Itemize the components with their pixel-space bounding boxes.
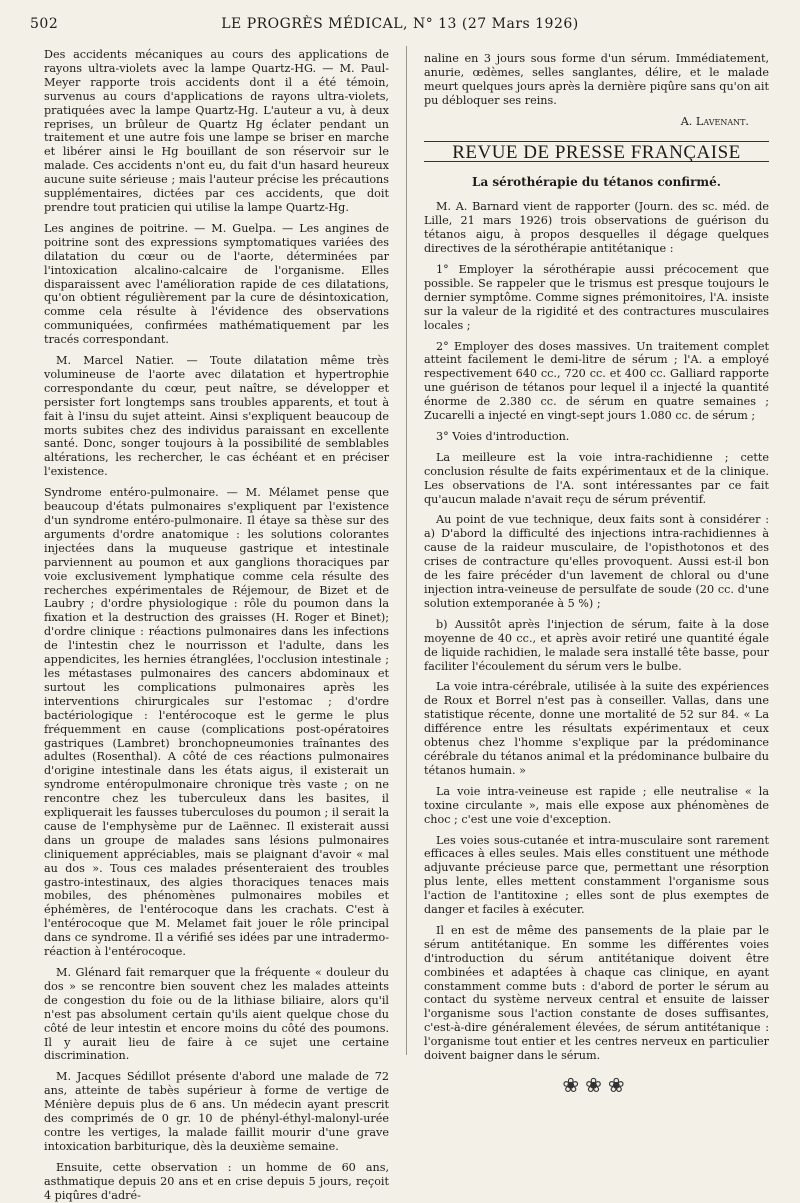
paragraph-entero-pulmonaire: Syndrome entéro-pulmonaire. — M. Mélamet pense que beaucoup d'états pulmonaires s'expliquent par l'existence d'un syndrome entéro-pulmonaire. Il étaye sa thèse sur des arguments d'ordre anatomique : les solutions colorantes injectées dans la muqueuse gastrique et intestinale parviennent au poumon et aux ganglions thoraciques par voie exclusivement lymphatique comme cela résulte des recherches expérimentales de Réjemour, de Bizet et de Laubry ; d'ordre physiologique : rôle du poumon dans la fixation et la destruction des graisses (H. Roger et Binet); d'ordre clinique : réactions pulmonaires dans les infections de l'intestin chez le nourrisson et l'adulte, dans les appendicites, les hernies étranglées, l'occlusion intestinale ; les métastases pulmonaires des cancers abdominaux et surtout les complications pulmonaires après les interventions chirurgicales sur l'estomac ; d'ordre bactériologique : l'entérocoque est le germe le plus fréquemment en cause (complications post-opératoires gastriques (Lambret) bronchopneumonies traînantes des adultes (Rosenthal). A côté de ces réactions pulmonaires d'origine intestinale dans les états aigus, il existerait un syndrome entéropulmonaire chronique très vaste ; on ne rencontre chez les tuberculeux dans les basites, il expliquerait les fausses tuberculoses du poumon ; il serait la cause de l'emphysème pur de Laënnec. Il existerait aussi dans un groupe de malades sans lésions pulmonaires cliniquement appréciables, mais se plaignant d'avoir « mal au dos ». Tous ces malades présenteraient des troubles gastro-intestinaux, des algies thoraciques tenaces mais mobiles, des phénomènes pulmonaires mobiles et éphémères, de l'entérocoque dans les crachats. C'est à l'entérocoque que M. Melamet fait jouer le rôle principal dans ce syndrome. Il a vérifié ses idées par une intradermo-réaction à l'entérocoque. (44, 486, 389, 959)
paragraph-technique-a: Au point de vue technique, deux faits sont à considérer : a) D'abord la difficulté des injections intra-rachidiennes à cause de la raideur musculaire, de l'opisthotonos et des crises de contracture qu'elles provoquent. Aussi est-il bon de les faire précéder d'un lavement de chloral ou d'une injection intra-veineuse de persulfate de soude (20 cc. d'une solution extemporanée à 5 %) ; (424, 513, 769, 610)
author-signature: A. Lavenant. (680, 114, 749, 128)
paragraph-pansements: Il en est de même des pansements de la plaie par le sérum antitétanique. En somme les différentes voies d'introduction du sérum antitétanique doivent être combinées et adaptées à chaque cas clinique, en ayant constamment comme buts : d'abord de porter le sérum au contact du système nerveux central et ensuite de laisser l'organisme sous l'action constante de doses suffisantes, c'est-à-dire généralement élevées, de sérum antitétanique : l'organisme tout entier et les centres nerveux en particulier doivent baigner dans le sérum. (424, 923, 769, 1063)
article-subtitle: La sérothérapie du tétanos confirmé. (472, 175, 721, 190)
column-divider (406, 46, 407, 1055)
paragraph-point-1: 1° Employer la sérothérapie aussi précocement que possible. Se rappeler que le trismus est presque toujours le dernier symptôme. Comme signes prémonitoires, l'A. insiste sur la valeur de la rigidité et des contractures musculaires locales ; (424, 262, 769, 332)
left-column (44, 48, 389, 1202)
paragraph-point-3: 3° Voies d'introduction. (436, 429, 570, 443)
page-number: 502 (30, 16, 59, 32)
paragraph-continuation: naline en 3 jours sous forme d'un sérum. Immédiatement, anurie, œdèmes, selles sanglantes, délire, et le malade meurt quelques jours après la dernière piqûre sans qu'on ait pu débloquer ses reins. (424, 52, 769, 107)
paragraph-point-2: 2° Employer des doses massives. Un traitement complet atteint facilement le demi-litre de sérum ; l'A. a employé respectivement 640 cc., 720 cc. et 400 cc. Galliard rapporte une guérison de tétanos pour lequel il a injecté la quantité énorme de 2.380 cc. de sérum en quatre semaines ; Zucarelli a injecté en vingt-sept jours 1.080 cc. de sérum ; (424, 339, 769, 423)
right-column (424, 52, 769, 1097)
paragraph-sedillot: M. Jacques Sédillot présente d'abord une malade de 72 ans, atteinte de tabès supérieur à forme de vertige de Ménière depuis plus de 6 ans. Un médecin ayant prescrit des comprimés de 0 gr. 10 de phényl-éthyl-malonyl-urée contre les vertiges, la malade faillit mourir d'une grave intoxication barbiturique, dès la deuxième semaine. (44, 1070, 389, 1153)
paragraph-quartz-accidents: Des accidents mécaniques au cours des applications de rayons ultra-violets avec la lampe Quartz-HG. — M. Paul-Meyer rapporte trois accidents dont il a été témoin, survenus au cours d'applications de rayons ultra-violets, pratiquées avec la lampe Quartz-Hg. L'auteur a vu, à deux reprises, un brûleur de Quartz Hg éclater pendant un traitement et une autre fois une lampe se briser en marche et libérer ainsi le Hg bouillant de son réservoir sur le malade. Ces accidents n'ont eu, du fait d'un hasard heureux aucune suite sérieuse ; mais l'auteur précise les précautions supplémentaires, dictées par ces accidents, que doit prendre tout praticien qui utilise la lampe Quartz-Hg. (44, 48, 389, 214)
section-title: REVUE DE PRESSE FRANÇAISE (424, 141, 769, 163)
paragraph-glenard: M. Glénard fait remarquer que la fréquente « douleur du dos » se rencontre bien souvent chez les malades atteints de congestion du foie ou de la lithiase biliaire, alors qu'il n'est pas absolument certain qu'ils aient quelque chose du côté de leur intestin et encore moins du côté des poumons. Il y aurait lieu de faire à ce sujet une certaine discrimination. (44, 966, 389, 1063)
paragraph-intra-cerebrale: La voie intra-cérébrale, utilisée à la suite des expériences de Roux et Borrel n'est pas à conseiller. Vallas, dans une statistique récente, donne une mortalité de 52 sur 84. « La différence entre les résultats expérimentaux et ceux obtenus chez l'homme s'explique par la prédominance cérébrale du tétanos animal et la prédominance bulbaire du tétanos humain. » (424, 680, 769, 777)
paragraph-observation: Ensuite, cette observation : un homme de 60 ans, asthmatique depuis 20 ans et en crise depuis 5 jours, reçoit 4 piqûres d'adré- (44, 1160, 389, 1202)
paragraph-technique-b: b) Aussitôt après l'injection de sérum, faite à la dose moyenne de 40 cc., et après avoir retiré une quantité égale de liquide rachidien, le malade sera installé tête basse, pour faciliter l'écoulement du sérum vers le bulbe. (424, 617, 769, 673)
paragraph-intra-rachidienne: La meilleure est la voie intra-rachidienne ; cette conclusion résulte de faits expérimentaux et de la clinique. Les observations de l'A. sont intéressantes par ce fait qu'aucun malade n'avait reçu de sérum préventif. (424, 450, 769, 506)
paragraph-intra-veineuse: La voie intra-veineuse est rapide ; elle neutralise « la toxine circulante », mais elle expose aux phénomènes de choc ; c'est une voie d'exception. (424, 784, 769, 826)
paragraph-natier: M. Marcel Natier. — Toute dilatation même très volumineuse de l'aorte avec dilatation et hypertrophie correspondante du cœur, peut naître, se développer et persister fort longtemps sans troubles apparents, et tout à fait à l'insu du sujet atteint. Ainsi s'expliquent beaucoup de morts subites chez des individus paraissant en excellente santé. Donc, songer toujours à la possibilité de semblables altérations, les rechercher, le cas échéant et en préciser l'existence. (44, 354, 389, 479)
running-title: LE PROGRÈS MÉDICAL, N° 13 (27 Mars 1926) (221, 16, 579, 32)
paragraph-sous-cutanee: Les voies sous-cutanée et intra-musculaire sont rarement efficaces à elles seules. Mais elles constituent une méthode adjuvante précieuse parce que, permettant une résorption plus lente, elles mettent constamment l'organisme sous l'action de l'antitoxine ; elles sont de plus exemptes de danger et faciles à exécuter. (424, 833, 769, 917)
ornament-flowers-icon: ❀❀❀ (562, 1073, 631, 1097)
running-header (30, 14, 770, 36)
paragraph-angines: Les angines de poitrine. — M. Guelpa. — Les angines de poitrine sont des expressions symptomatiques variées des dilatation du cœur ou de l'aorte, déterminées par l'intoxication alcalino-calcaire de l'organisme. Elles disparaissent avec l'amélioration rapide de ces dilatations, qu'on obtient régulièrement par la cure de désintoxication, comme cela résulte à l'évidence des observations communiquées, confirmées mathématiquement par les tracés correspondant. (44, 221, 389, 347)
paragraph-intro: M. A. Barnard vient de rapporter (Journ. des sc. méd. de Lille, 21 mars 1926) trois observations de guérison du tétanos aigu, à propos desquelles il dégage quelques directives de la sérothérapie antitétanique : (424, 200, 769, 256)
